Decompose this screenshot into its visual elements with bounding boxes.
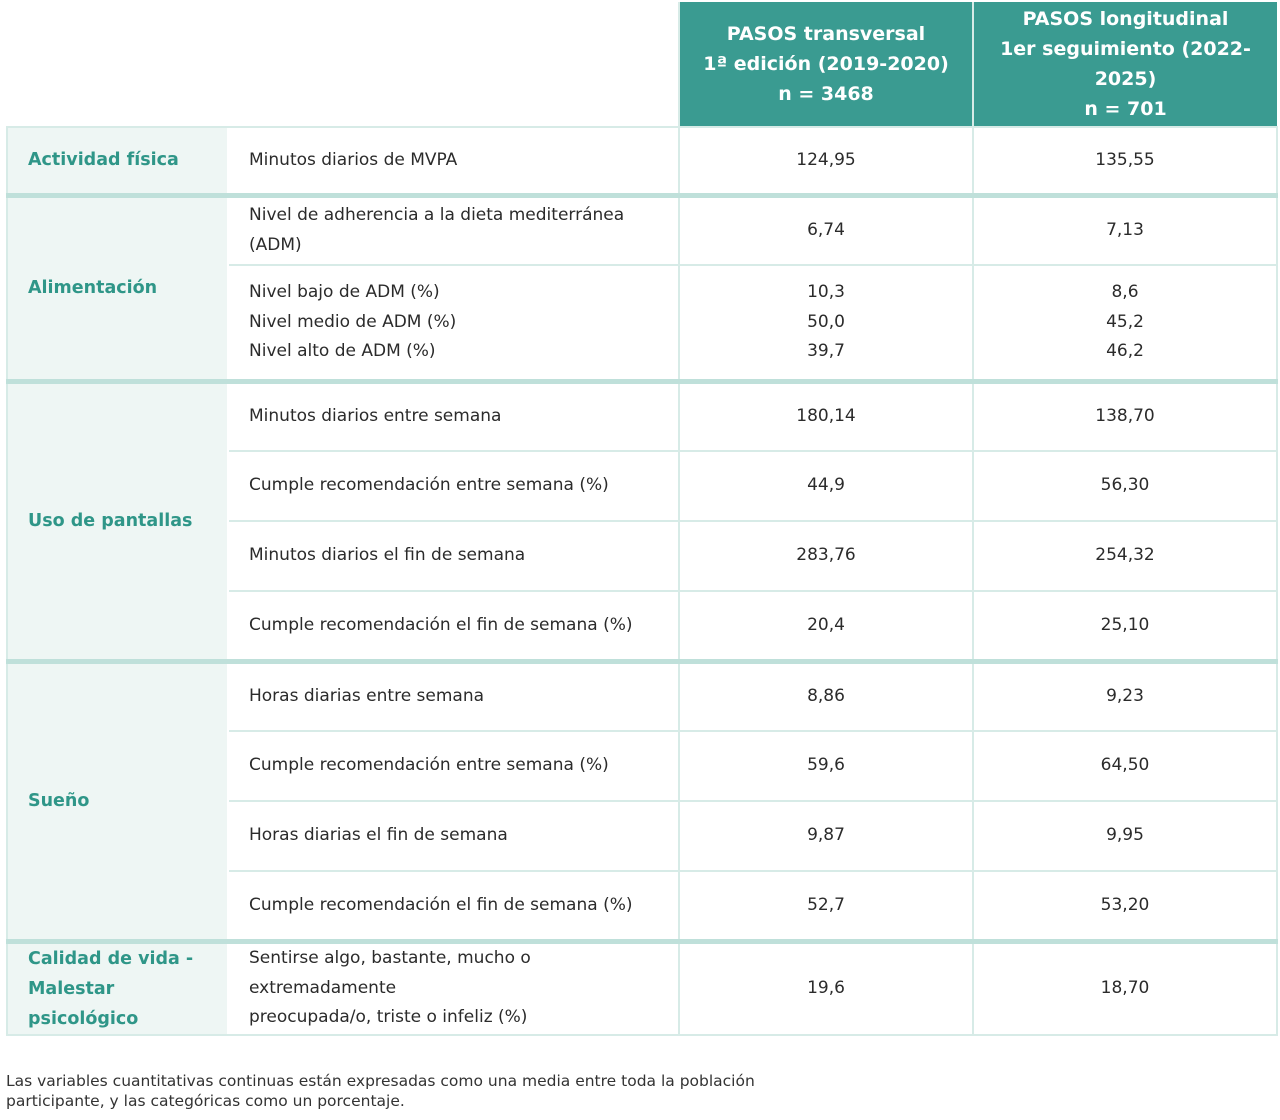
value-transversal-cell-line: 20,4	[807, 614, 845, 635]
value-transversal-cell-line: 124,95	[796, 149, 856, 170]
value-longitudinal-cell-line: 138,70	[1095, 406, 1155, 426]
variable-cell-line: Nivel medio de ADM (%)	[249, 311, 457, 332]
value-longitudinal-cell	[973, 381, 1277, 451]
value-transversal-cell	[679, 941, 973, 1035]
category-cell	[7, 127, 228, 195]
header-col1-line3: n = 3468	[778, 83, 874, 105]
value-transversal-cell-line: 10,3	[807, 282, 845, 302]
value-longitudinal-cell	[973, 731, 1277, 801]
value-transversal-cell	[679, 521, 973, 591]
variable-cell	[228, 521, 679, 591]
value-longitudinal-cell-line: 8,6	[1111, 282, 1139, 302]
value-transversal-cell-line: 180,14	[796, 406, 856, 426]
value-transversal-cell	[679, 381, 973, 451]
header-col1-line1: PASOS transversal	[726, 23, 926, 45]
value-longitudinal-cell-line: 135,55	[1095, 149, 1155, 170]
variable-cell	[228, 381, 679, 451]
value-longitudinal-cell	[973, 265, 1277, 381]
value-longitudinal-cell-line: 7,13	[1106, 220, 1144, 240]
category-label: Calidad de vida -	[28, 948, 194, 969]
value-transversal-cell-line: 50,0	[807, 311, 845, 332]
variable-cell	[228, 591, 679, 661]
value-longitudinal-cell-line: 46,2	[1106, 341, 1144, 361]
results-table	[6, 2, 1278, 1036]
table-row	[7, 195, 1277, 265]
table-row	[7, 381, 1277, 451]
variable-cell-line: Nivel alto de ADM (%)	[249, 341, 436, 361]
category-label: Sueño	[28, 791, 90, 811]
variable-cell	[228, 661, 679, 731]
variable-cell-line: Cumple recomendación el fin de semana (%)	[249, 894, 633, 915]
value-transversal-cell-line: 283,76	[796, 545, 856, 566]
table-row	[7, 127, 1277, 195]
value-longitudinal-cell	[973, 591, 1277, 661]
table-row	[7, 941, 1277, 1035]
value-longitudinal-cell-line: 25,10	[1100, 614, 1150, 635]
value-transversal-cell	[679, 731, 973, 801]
value-transversal-cell	[679, 871, 973, 941]
variable-cell-line: Cumple recomendación entre semana (%)	[249, 755, 609, 776]
value-transversal-cell-line: 6,74	[807, 220, 845, 240]
variable-cell	[228, 451, 679, 521]
header-col2-line2: 1er seguimiento (2022-2025)	[1000, 38, 1251, 90]
category-cell	[7, 195, 228, 381]
header-col2-line3: n = 701	[1084, 98, 1167, 120]
header-row	[7, 2, 1277, 127]
value-transversal-cell-line: 9,87	[807, 825, 845, 846]
value-longitudinal-cell-line: 45,2	[1106, 311, 1144, 332]
variable-cell	[228, 801, 679, 871]
value-longitudinal-cell-line: 254,32	[1095, 545, 1155, 566]
variable-cell-line: preocupada/o, triste o infeliz (%)	[249, 1007, 528, 1028]
value-longitudinal-cell	[973, 941, 1277, 1035]
value-transversal-cell	[679, 451, 973, 521]
value-transversal-cell	[679, 127, 973, 195]
header-blank-variable	[228, 2, 679, 127]
category-cell	[7, 381, 228, 661]
category-label: Malestar psicológico	[28, 978, 139, 1029]
variable-cell-line: Minutos diarios entre semana	[249, 406, 502, 426]
variable-cell-line: Nivel de adherencia a la dieta mediterránea (ADM)	[249, 205, 625, 255]
value-longitudinal-cell-line: 9,23	[1106, 686, 1144, 706]
value-longitudinal-cell-line: 64,50	[1100, 755, 1150, 776]
value-longitudinal-cell	[973, 661, 1277, 731]
category-label: Alimentación	[28, 278, 158, 298]
value-transversal-cell	[679, 195, 973, 265]
variable-cell-line: Minutos diarios el fin de semana	[249, 545, 526, 566]
value-transversal-cell	[679, 265, 973, 381]
value-transversal-cell-line: 44,9	[807, 475, 845, 496]
header-blank-category	[7, 2, 228, 127]
value-longitudinal-cell	[973, 871, 1277, 941]
variable-cell	[228, 265, 679, 381]
variable-cell-line: Cumple recomendación el fin de semana (%)	[249, 614, 633, 635]
table-row	[7, 661, 1277, 731]
footnote: Las variables cuantitativas continuas están expresadas como una media entre toda la población participante, y las categóricas como un porcentaje.	[6, 1072, 755, 1110]
value-longitudinal-cell-line: 53,20	[1100, 894, 1150, 915]
value-longitudinal-cell	[973, 195, 1277, 265]
category-cell	[7, 941, 228, 1035]
value-longitudinal-cell	[973, 451, 1277, 521]
header-col2-line1: PASOS longitudinal	[1022, 8, 1229, 30]
variable-cell	[228, 731, 679, 801]
header-col1-line2: 1ª edición (2019-2020)	[703, 53, 949, 75]
value-longitudinal-cell-line: 56,30	[1100, 475, 1150, 496]
category-label: Uso de pantallas	[28, 511, 193, 531]
value-transversal-cell-line: 19,6	[807, 977, 845, 998]
value-transversal-cell	[679, 801, 973, 871]
value-transversal-cell-line: 59,6	[807, 755, 845, 776]
value-longitudinal-cell-line: 18,70	[1100, 977, 1150, 998]
variable-cell-line: Horas diarias entre semana	[249, 686, 485, 706]
category-label: Actividad física	[28, 150, 179, 171]
variable-cell-line: Sentirse algo, bastante, mucho o extremadamente	[249, 948, 531, 998]
value-transversal-cell-line: 8,86	[807, 686, 845, 706]
variable-cell	[228, 871, 679, 941]
variable-cell-line: Minutos diarios de MVPA	[249, 149, 458, 170]
value-longitudinal-cell-line: 9,95	[1106, 825, 1144, 846]
value-transversal-cell-line: 52,7	[807, 894, 845, 915]
header-pasos-longitudinal	[973, 2, 1277, 127]
value-longitudinal-cell	[973, 521, 1277, 591]
value-transversal-cell	[679, 661, 973, 731]
value-longitudinal-cell	[973, 127, 1277, 195]
variable-cell	[228, 127, 679, 195]
header-pasos-transversal	[679, 2, 973, 127]
variable-cell-line: Cumple recomendación entre semana (%)	[249, 475, 609, 496]
value-transversal-cell-line: 39,7	[807, 341, 845, 361]
variable-cell	[228, 195, 679, 265]
results-table-wrapper	[6, 2, 1276, 1036]
variable-cell-line: Horas diarias el fin de semana	[249, 825, 508, 846]
variable-cell	[228, 941, 679, 1035]
value-transversal-cell	[679, 591, 973, 661]
category-cell	[7, 661, 228, 941]
value-longitudinal-cell	[973, 801, 1277, 871]
variable-cell-line: Nivel bajo de ADM (%)	[249, 282, 440, 302]
table-body	[7, 127, 1277, 1035]
